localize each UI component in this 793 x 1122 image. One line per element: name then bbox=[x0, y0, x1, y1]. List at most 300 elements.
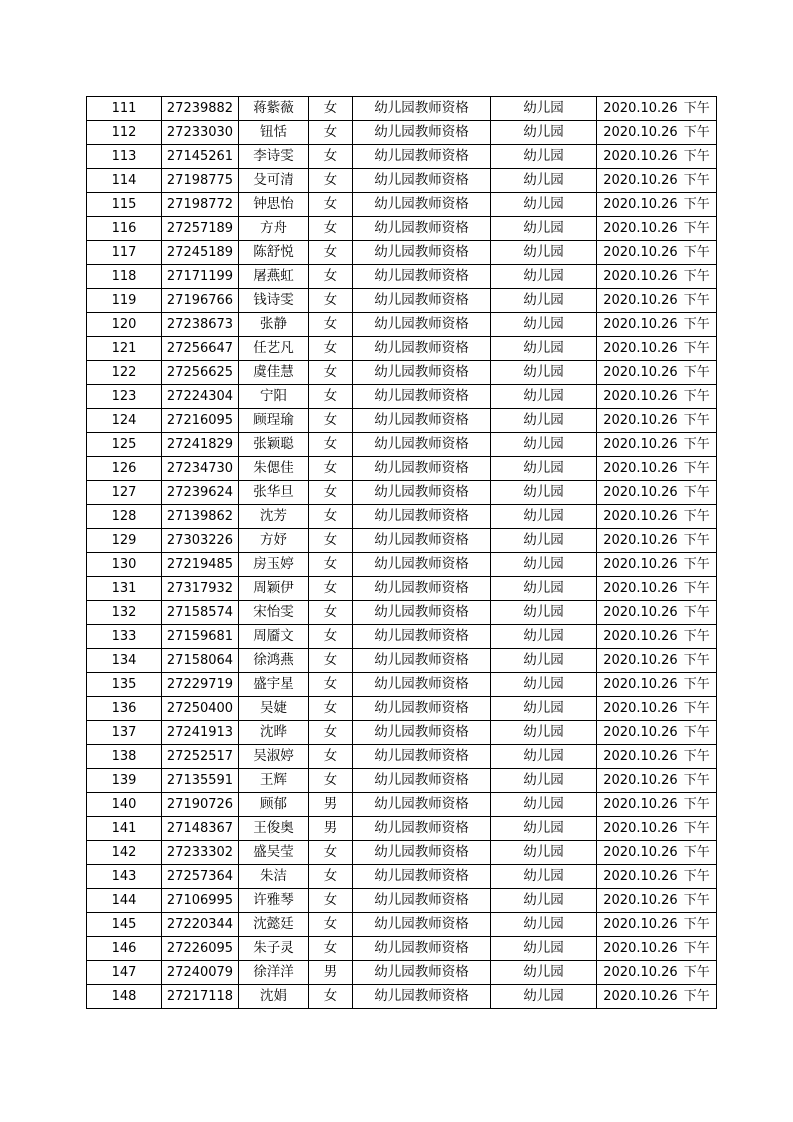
exam-slot: 下午 bbox=[683, 629, 710, 644]
cell-number: 118 bbox=[87, 265, 162, 289]
exam-slot: 下午 bbox=[683, 605, 710, 620]
cell-gender: 女 bbox=[309, 361, 353, 385]
cell-exam-id: 27145261 bbox=[162, 145, 239, 169]
cell-number: 120 bbox=[87, 313, 162, 337]
cell-qualification: 幼儿园教师资格 bbox=[353, 481, 491, 505]
cell-name: 徐洋洋 bbox=[239, 961, 309, 985]
cell-gender: 女 bbox=[309, 193, 353, 217]
cell-qualification: 幼儿园教师资格 bbox=[353, 241, 491, 265]
cell-gender: 女 bbox=[309, 649, 353, 673]
cell-level: 幼儿园 bbox=[491, 457, 597, 481]
cell-qualification: 幼儿园教师资格 bbox=[353, 625, 491, 649]
table-row bbox=[87, 529, 717, 553]
cell-name: 陈舒悦 bbox=[239, 241, 309, 265]
exam-date: 2020.10.26 bbox=[603, 317, 678, 332]
cell-gender: 女 bbox=[309, 433, 353, 457]
exam-slot: 下午 bbox=[683, 725, 710, 740]
cell-number: 128 bbox=[87, 505, 162, 529]
cell-qualification: 幼儿园教师资格 bbox=[353, 601, 491, 625]
cell-level: 幼儿园 bbox=[491, 505, 597, 529]
cell-level: 幼儿园 bbox=[491, 97, 597, 121]
cell-level: 幼儿园 bbox=[491, 217, 597, 241]
cell-number: 124 bbox=[87, 409, 162, 433]
cell-name: 张静 bbox=[239, 313, 309, 337]
cell-level: 幼儿园 bbox=[491, 385, 597, 409]
cell-name: 宁阳 bbox=[239, 385, 309, 409]
cell-qualification: 幼儿园教师资格 bbox=[353, 985, 491, 1009]
cell-qualification: 幼儿园教师资格 bbox=[353, 841, 491, 865]
table-row bbox=[87, 481, 717, 505]
cell-qualification: 幼儿园教师资格 bbox=[353, 721, 491, 745]
cell-gender: 女 bbox=[309, 145, 353, 169]
exam-date: 2020.10.26 bbox=[603, 461, 678, 476]
cell-qualification: 幼儿园教师资格 bbox=[353, 937, 491, 961]
cell-exam-time bbox=[597, 169, 717, 193]
cell-qualification: 幼儿园教师资格 bbox=[353, 745, 491, 769]
cell-exam-id: 27303226 bbox=[162, 529, 239, 553]
exam-date: 2020.10.26 bbox=[603, 125, 678, 140]
cell-level: 幼儿园 bbox=[491, 145, 597, 169]
cell-exam-id: 27317932 bbox=[162, 577, 239, 601]
cell-gender: 女 bbox=[309, 889, 353, 913]
exam-date: 2020.10.26 bbox=[603, 677, 678, 692]
exam-slot: 下午 bbox=[683, 509, 710, 524]
exam-date: 2020.10.26 bbox=[603, 605, 678, 620]
exam-slot: 下午 bbox=[683, 341, 710, 356]
cell-exam-time bbox=[597, 241, 717, 265]
cell-exam-time bbox=[597, 937, 717, 961]
cell-name: 张颖聪 bbox=[239, 433, 309, 457]
table-row bbox=[87, 769, 717, 793]
exam-date: 2020.10.26 bbox=[603, 941, 678, 956]
cell-level: 幼儿园 bbox=[491, 529, 597, 553]
cell-exam-id: 27233302 bbox=[162, 841, 239, 865]
exam-slot: 下午 bbox=[683, 749, 710, 764]
exam-slot: 下午 bbox=[683, 581, 710, 596]
cell-name: 李诗雯 bbox=[239, 145, 309, 169]
cell-qualification: 幼儿园教师资格 bbox=[353, 145, 491, 169]
cell-exam-time bbox=[597, 337, 717, 361]
table-row bbox=[87, 409, 717, 433]
cell-qualification: 幼儿园教师资格 bbox=[353, 265, 491, 289]
cell-name: 朱偲佳 bbox=[239, 457, 309, 481]
cell-exam-id: 27256647 bbox=[162, 337, 239, 361]
cell-gender: 女 bbox=[309, 985, 353, 1009]
cell-name: 虞佳慧 bbox=[239, 361, 309, 385]
cell-number: 129 bbox=[87, 529, 162, 553]
cell-number: 140 bbox=[87, 793, 162, 817]
table-row bbox=[87, 577, 717, 601]
cell-exam-time bbox=[597, 529, 717, 553]
cell-name: 房玉婷 bbox=[239, 553, 309, 577]
cell-number: 145 bbox=[87, 913, 162, 937]
cell-exam-id: 27219485 bbox=[162, 553, 239, 577]
table-row bbox=[87, 505, 717, 529]
cell-exam-id: 27229719 bbox=[162, 673, 239, 697]
cell-exam-id: 27250400 bbox=[162, 697, 239, 721]
cell-level: 幼儿园 bbox=[491, 745, 597, 769]
exam-slot: 下午 bbox=[683, 797, 710, 812]
table-row bbox=[87, 841, 717, 865]
cell-gender: 女 bbox=[309, 673, 353, 697]
cell-name: 宋怡雯 bbox=[239, 601, 309, 625]
exam-slot: 下午 bbox=[683, 845, 710, 860]
cell-name: 吴淑婷 bbox=[239, 745, 309, 769]
cell-exam-time bbox=[597, 433, 717, 457]
cell-level: 幼儿园 bbox=[491, 121, 597, 145]
cell-exam-time bbox=[597, 145, 717, 169]
cell-gender: 女 bbox=[309, 337, 353, 361]
exam-date: 2020.10.26 bbox=[603, 389, 678, 404]
cell-qualification: 幼儿园教师资格 bbox=[353, 769, 491, 793]
cell-level: 幼儿园 bbox=[491, 649, 597, 673]
cell-level: 幼儿园 bbox=[491, 481, 597, 505]
cell-gender: 女 bbox=[309, 409, 353, 433]
cell-name: 张华旦 bbox=[239, 481, 309, 505]
cell-level: 幼儿园 bbox=[491, 673, 597, 697]
cell-level: 幼儿园 bbox=[491, 817, 597, 841]
cell-name: 盛吴莹 bbox=[239, 841, 309, 865]
exam-date: 2020.10.26 bbox=[603, 989, 678, 1004]
exam-date: 2020.10.26 bbox=[603, 821, 678, 836]
exam-date: 2020.10.26 bbox=[603, 653, 678, 668]
cell-exam-time bbox=[597, 385, 717, 409]
cell-exam-id: 27106995 bbox=[162, 889, 239, 913]
cell-name: 徐鸿燕 bbox=[239, 649, 309, 673]
cell-number: 117 bbox=[87, 241, 162, 265]
cell-gender: 男 bbox=[309, 817, 353, 841]
exam-slot: 下午 bbox=[683, 869, 710, 884]
cell-exam-id: 27238673 bbox=[162, 313, 239, 337]
cell-gender: 女 bbox=[309, 841, 353, 865]
table-row bbox=[87, 241, 717, 265]
exam-date: 2020.10.26 bbox=[603, 293, 678, 308]
cell-name: 任艺凡 bbox=[239, 337, 309, 361]
table-body bbox=[87, 97, 717, 1009]
cell-level: 幼儿园 bbox=[491, 985, 597, 1009]
cell-name: 方舟 bbox=[239, 217, 309, 241]
cell-number: 144 bbox=[87, 889, 162, 913]
cell-number: 122 bbox=[87, 361, 162, 385]
cell-name: 钱诗雯 bbox=[239, 289, 309, 313]
cell-exam-id: 27239882 bbox=[162, 97, 239, 121]
cell-number: 135 bbox=[87, 673, 162, 697]
cell-exam-time bbox=[597, 217, 717, 241]
cell-exam-id: 27224304 bbox=[162, 385, 239, 409]
cell-exam-time bbox=[597, 985, 717, 1009]
cell-exam-id: 27241913 bbox=[162, 721, 239, 745]
cell-name: 朱子灵 bbox=[239, 937, 309, 961]
cell-exam-id: 27190726 bbox=[162, 793, 239, 817]
exam-date: 2020.10.26 bbox=[603, 869, 678, 884]
cell-number: 114 bbox=[87, 169, 162, 193]
cell-exam-time bbox=[597, 841, 717, 865]
cell-exam-id: 27198775 bbox=[162, 169, 239, 193]
table-row bbox=[87, 673, 717, 697]
exam-date: 2020.10.26 bbox=[603, 173, 678, 188]
cell-exam-time bbox=[597, 649, 717, 673]
cell-number: 119 bbox=[87, 289, 162, 313]
cell-gender: 女 bbox=[309, 169, 353, 193]
cell-number: 112 bbox=[87, 121, 162, 145]
exam-slot: 下午 bbox=[683, 773, 710, 788]
cell-gender: 女 bbox=[309, 265, 353, 289]
candidate-table bbox=[86, 96, 717, 1009]
cell-gender: 女 bbox=[309, 121, 353, 145]
cell-number: 113 bbox=[87, 145, 162, 169]
cell-exam-id: 27135591 bbox=[162, 769, 239, 793]
cell-qualification: 幼儿园教师资格 bbox=[353, 673, 491, 697]
cell-name: 殳可清 bbox=[239, 169, 309, 193]
cell-gender: 女 bbox=[309, 721, 353, 745]
cell-gender: 女 bbox=[309, 241, 353, 265]
cell-number: 115 bbox=[87, 193, 162, 217]
exam-date: 2020.10.26 bbox=[603, 485, 678, 500]
cell-level: 幼儿园 bbox=[491, 769, 597, 793]
table-row bbox=[87, 265, 717, 289]
cell-level: 幼儿园 bbox=[491, 265, 597, 289]
cell-number: 111 bbox=[87, 97, 162, 121]
exam-date: 2020.10.26 bbox=[603, 149, 678, 164]
cell-exam-id: 27241829 bbox=[162, 433, 239, 457]
cell-exam-time bbox=[597, 697, 717, 721]
cell-exam-id: 27139862 bbox=[162, 505, 239, 529]
cell-level: 幼儿园 bbox=[491, 601, 597, 625]
cell-exam-time bbox=[597, 817, 717, 841]
exam-slot: 下午 bbox=[683, 245, 710, 260]
cell-qualification: 幼儿园教师资格 bbox=[353, 505, 491, 529]
cell-name: 沈娟 bbox=[239, 985, 309, 1009]
cell-qualification: 幼儿园教师资格 bbox=[353, 865, 491, 889]
exam-slot: 下午 bbox=[683, 293, 710, 308]
cell-level: 幼儿园 bbox=[491, 193, 597, 217]
cell-qualification: 幼儿园教师资格 bbox=[353, 169, 491, 193]
cell-gender: 女 bbox=[309, 457, 353, 481]
exam-slot: 下午 bbox=[683, 677, 710, 692]
cell-number: 130 bbox=[87, 553, 162, 577]
cell-name: 钮恬 bbox=[239, 121, 309, 145]
table-row bbox=[87, 553, 717, 577]
cell-number: 146 bbox=[87, 937, 162, 961]
cell-number: 142 bbox=[87, 841, 162, 865]
cell-name: 屠燕虹 bbox=[239, 265, 309, 289]
cell-gender: 女 bbox=[309, 769, 353, 793]
cell-exam-id: 27220344 bbox=[162, 913, 239, 937]
cell-name: 沈懿廷 bbox=[239, 913, 309, 937]
cell-number: 125 bbox=[87, 433, 162, 457]
cell-number: 116 bbox=[87, 217, 162, 241]
cell-qualification: 幼儿园教师资格 bbox=[353, 889, 491, 913]
cell-exam-time bbox=[597, 721, 717, 745]
cell-gender: 女 bbox=[309, 577, 353, 601]
exam-date: 2020.10.26 bbox=[603, 629, 678, 644]
cell-name: 王俊奥 bbox=[239, 817, 309, 841]
cell-qualification: 幼儿园教师资格 bbox=[353, 529, 491, 553]
cell-number: 133 bbox=[87, 625, 162, 649]
cell-exam-id: 27233030 bbox=[162, 121, 239, 145]
cell-number: 141 bbox=[87, 817, 162, 841]
cell-exam-id: 27240079 bbox=[162, 961, 239, 985]
cell-number: 121 bbox=[87, 337, 162, 361]
cell-qualification: 幼儿园教师资格 bbox=[353, 457, 491, 481]
cell-number: 147 bbox=[87, 961, 162, 985]
exam-slot: 下午 bbox=[683, 365, 710, 380]
cell-level: 幼儿园 bbox=[491, 961, 597, 985]
table-row bbox=[87, 121, 717, 145]
cell-qualification: 幼儿园教师资格 bbox=[353, 217, 491, 241]
exam-date: 2020.10.26 bbox=[603, 365, 678, 380]
cell-exam-time bbox=[597, 289, 717, 313]
table-row bbox=[87, 145, 717, 169]
exam-slot: 下午 bbox=[683, 533, 710, 548]
cell-exam-id: 27148367 bbox=[162, 817, 239, 841]
table-row bbox=[87, 433, 717, 457]
cell-gender: 女 bbox=[309, 553, 353, 577]
cell-qualification: 幼儿园教师资格 bbox=[353, 433, 491, 457]
table-row bbox=[87, 649, 717, 673]
exam-date: 2020.10.26 bbox=[603, 917, 678, 932]
exam-date: 2020.10.26 bbox=[603, 101, 678, 116]
cell-gender: 女 bbox=[309, 601, 353, 625]
exam-slot: 下午 bbox=[683, 653, 710, 668]
exam-slot: 下午 bbox=[683, 917, 710, 932]
cell-gender: 女 bbox=[309, 913, 353, 937]
cell-exam-id: 27239624 bbox=[162, 481, 239, 505]
cell-gender: 女 bbox=[309, 505, 353, 529]
cell-qualification: 幼儿园教师资格 bbox=[353, 913, 491, 937]
cell-number: 127 bbox=[87, 481, 162, 505]
cell-name: 吴婕 bbox=[239, 697, 309, 721]
cell-qualification: 幼儿园教师资格 bbox=[353, 313, 491, 337]
cell-gender: 女 bbox=[309, 937, 353, 961]
table-row bbox=[87, 625, 717, 649]
cell-qualification: 幼儿园教师资格 bbox=[353, 97, 491, 121]
cell-exam-id: 27158064 bbox=[162, 649, 239, 673]
exam-slot: 下午 bbox=[683, 821, 710, 836]
exam-slot: 下午 bbox=[683, 317, 710, 332]
table-row bbox=[87, 745, 717, 769]
exam-slot: 下午 bbox=[683, 989, 710, 1004]
exam-date: 2020.10.26 bbox=[603, 845, 678, 860]
exam-date: 2020.10.26 bbox=[603, 221, 678, 236]
cell-level: 幼儿园 bbox=[491, 721, 597, 745]
exam-date: 2020.10.26 bbox=[603, 509, 678, 524]
cell-level: 幼儿园 bbox=[491, 913, 597, 937]
exam-slot: 下午 bbox=[683, 101, 710, 116]
cell-exam-id: 27234730 bbox=[162, 457, 239, 481]
cell-exam-id: 27216095 bbox=[162, 409, 239, 433]
cell-gender: 女 bbox=[309, 697, 353, 721]
cell-exam-id: 27257189 bbox=[162, 217, 239, 241]
cell-qualification: 幼儿园教师资格 bbox=[353, 553, 491, 577]
cell-level: 幼儿园 bbox=[491, 553, 597, 577]
exam-date: 2020.10.26 bbox=[603, 341, 678, 356]
cell-number: 134 bbox=[87, 649, 162, 673]
exam-date: 2020.10.26 bbox=[603, 725, 678, 740]
cell-exam-time bbox=[597, 553, 717, 577]
table-row bbox=[87, 697, 717, 721]
cell-exam-time bbox=[597, 481, 717, 505]
cell-level: 幼儿园 bbox=[491, 697, 597, 721]
cell-number: 126 bbox=[87, 457, 162, 481]
cell-qualification: 幼儿园教师资格 bbox=[353, 289, 491, 313]
cell-qualification: 幼儿园教师资格 bbox=[353, 193, 491, 217]
cell-exam-time bbox=[597, 577, 717, 601]
cell-qualification: 幼儿园教师资格 bbox=[353, 385, 491, 409]
cell-level: 幼儿园 bbox=[491, 337, 597, 361]
cell-number: 136 bbox=[87, 697, 162, 721]
cell-exam-time bbox=[597, 625, 717, 649]
table-row bbox=[87, 721, 717, 745]
cell-gender: 女 bbox=[309, 745, 353, 769]
cell-exam-id: 27257364 bbox=[162, 865, 239, 889]
table-row bbox=[87, 985, 717, 1009]
table-row bbox=[87, 337, 717, 361]
exam-date: 2020.10.26 bbox=[603, 269, 678, 284]
cell-exam-time bbox=[597, 361, 717, 385]
cell-exam-time bbox=[597, 97, 717, 121]
exam-date: 2020.10.26 bbox=[603, 701, 678, 716]
cell-number: 132 bbox=[87, 601, 162, 625]
exam-date: 2020.10.26 bbox=[603, 749, 678, 764]
cell-exam-time bbox=[597, 121, 717, 145]
exam-slot: 下午 bbox=[683, 173, 710, 188]
cell-level: 幼儿园 bbox=[491, 841, 597, 865]
exam-slot: 下午 bbox=[683, 413, 710, 428]
exam-slot: 下午 bbox=[683, 461, 710, 476]
cell-gender: 男 bbox=[309, 961, 353, 985]
cell-name: 盛宇星 bbox=[239, 673, 309, 697]
cell-exam-id: 27171199 bbox=[162, 265, 239, 289]
cell-name: 沈芳 bbox=[239, 505, 309, 529]
cell-exam-time bbox=[597, 409, 717, 433]
cell-number: 123 bbox=[87, 385, 162, 409]
exam-slot: 下午 bbox=[683, 893, 710, 908]
table-row bbox=[87, 793, 717, 817]
exam-date: 2020.10.26 bbox=[603, 557, 678, 572]
cell-exam-time bbox=[597, 601, 717, 625]
cell-exam-time bbox=[597, 889, 717, 913]
exam-date: 2020.10.26 bbox=[603, 773, 678, 788]
cell-qualification: 幼儿园教师资格 bbox=[353, 337, 491, 361]
cell-gender: 女 bbox=[309, 217, 353, 241]
table-row bbox=[87, 913, 717, 937]
exam-slot: 下午 bbox=[683, 389, 710, 404]
cell-exam-id: 27226095 bbox=[162, 937, 239, 961]
table-row bbox=[87, 193, 717, 217]
cell-level: 幼儿园 bbox=[491, 937, 597, 961]
exam-slot: 下午 bbox=[683, 701, 710, 716]
cell-exam-id: 27198772 bbox=[162, 193, 239, 217]
cell-number: 148 bbox=[87, 985, 162, 1009]
cell-number: 143 bbox=[87, 865, 162, 889]
cell-name: 沈晔 bbox=[239, 721, 309, 745]
cell-name: 周颖伊 bbox=[239, 577, 309, 601]
cell-exam-id: 27256625 bbox=[162, 361, 239, 385]
exam-date: 2020.10.26 bbox=[603, 797, 678, 812]
cell-name: 方妤 bbox=[239, 529, 309, 553]
cell-level: 幼儿园 bbox=[491, 793, 597, 817]
cell-gender: 女 bbox=[309, 481, 353, 505]
table-row bbox=[87, 217, 717, 241]
cell-level: 幼儿园 bbox=[491, 577, 597, 601]
cell-level: 幼儿园 bbox=[491, 433, 597, 457]
cell-number: 131 bbox=[87, 577, 162, 601]
cell-qualification: 幼儿园教师资格 bbox=[353, 121, 491, 145]
exam-date: 2020.10.26 bbox=[603, 893, 678, 908]
cell-name: 钟思怡 bbox=[239, 193, 309, 217]
table-row bbox=[87, 289, 717, 313]
